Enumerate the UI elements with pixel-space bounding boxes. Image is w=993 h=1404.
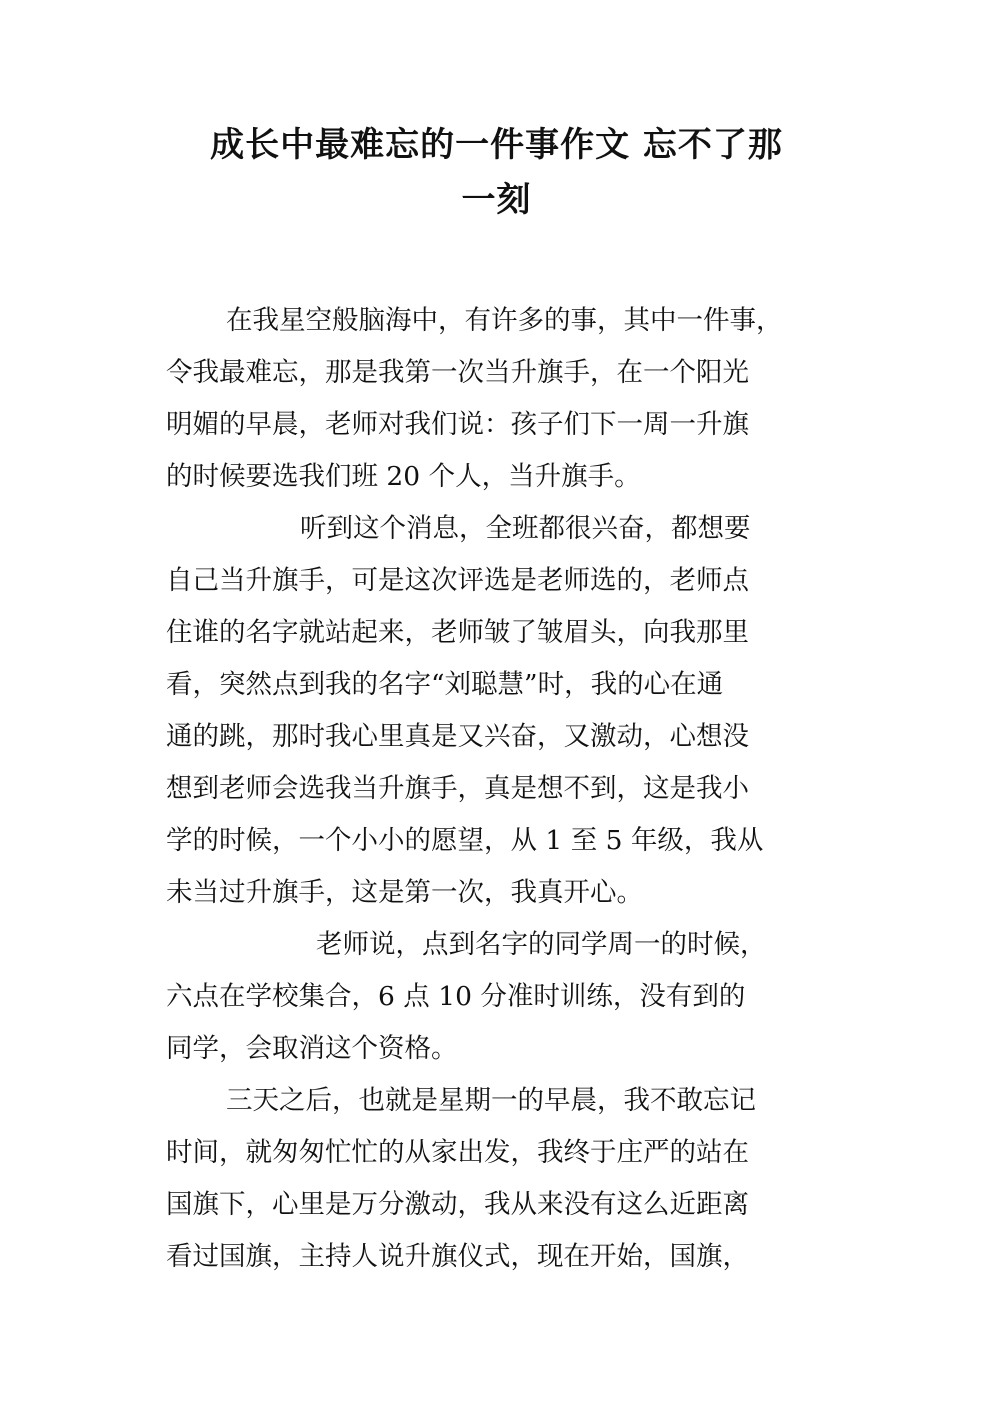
body-line: 在我星空般脑海中，有许多的事，其中一件事， — [226, 305, 783, 336]
body-line: 住谁的名字就站起来，老师皱了皱眉头，向我那里 — [166, 617, 749, 648]
body-line: 看过国旗，主持人说升旗仪式，现在开始，国旗， — [166, 1241, 749, 1272]
body-line: 学的时候，一个小小的愿望，从 1 至 5 年级，我从 — [166, 825, 764, 856]
body-line: 时间，就匆匆忙忙的从家出发，我终于庄严的站在 — [166, 1137, 749, 1168]
title-line-2: 一刻 — [461, 180, 532, 220]
title-line-1: 成长中最难忘的一件事作文 忘不了那 — [210, 125, 783, 165]
body-line: 明媚的早晨，老师对我们说：孩子们下一周一升旗 — [166, 409, 749, 440]
body-line: 未当过升旗手，这是第一次，我真开心。 — [166, 877, 643, 908]
document-title — [150, 118, 843, 228]
body-line: 六点在学校集合，6 点 10 分准时训练，没有到的 — [166, 981, 746, 1012]
body-line: 自己当升旗手，可是这次评选是老师选的，老师点 — [166, 565, 749, 596]
body-line: 听到这个消息，全班都很兴奋，都想要 — [300, 513, 751, 544]
body-line: 同学，会取消这个资格。 — [166, 1033, 458, 1064]
body-line: 国旗下，心里是万分激动，我从来没有这么近距离 — [166, 1189, 749, 1220]
body-line: 看，突然点到我的名字“刘聪慧”时，我的心在通 — [166, 669, 724, 700]
body-line: 老师说，点到名字的同学周一的时候， — [316, 929, 767, 960]
body-line: 想到老师会选我当升旗手，真是想不到，这是我小 — [166, 773, 749, 804]
body-line: 三天之后，也就是星期一的早晨，我不敢忘记 — [226, 1085, 756, 1116]
body-line: 令我最难忘，那是我第一次当升旗手，在一个阳光 — [166, 357, 749, 388]
body-line: 通的跳，那时我心里真是又兴奋，又激动，心想没 — [166, 721, 749, 752]
body-line: 的时候要选我们班 20 个人，当升旗手。 — [166, 461, 641, 492]
